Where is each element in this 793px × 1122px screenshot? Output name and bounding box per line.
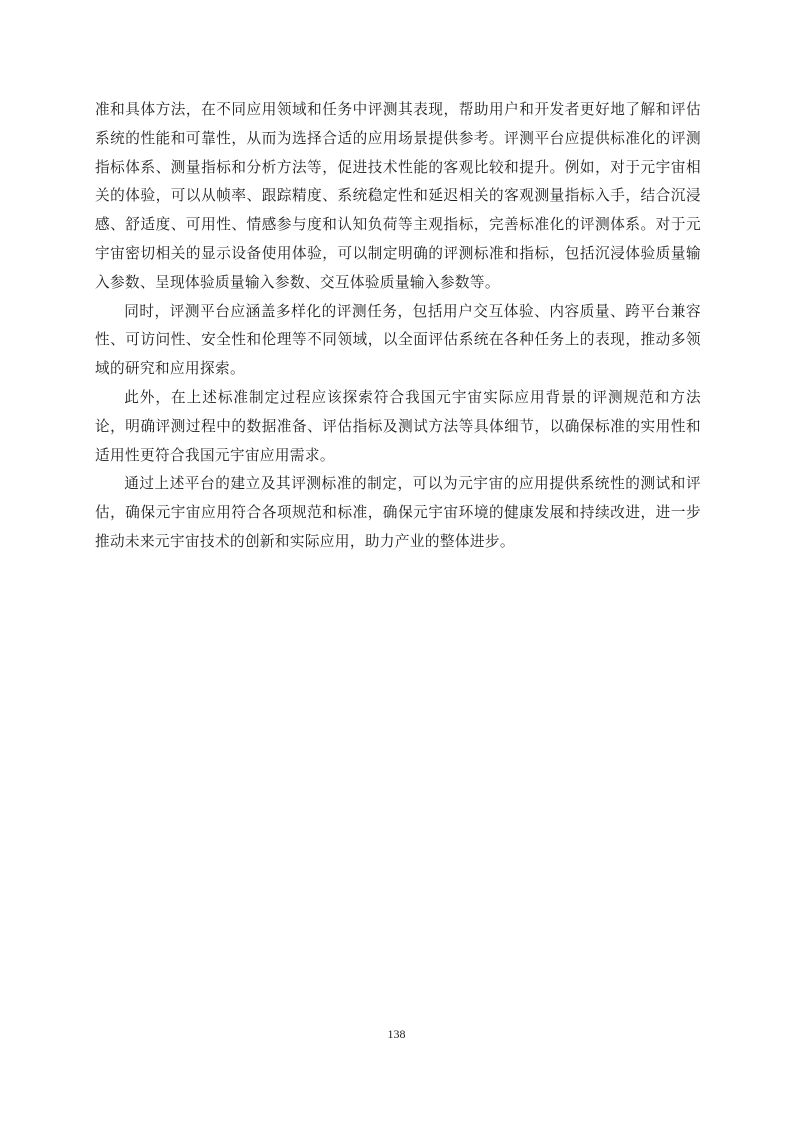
body-text: [95, 96, 701, 557]
paragraph-evaluation-tasks: 同时，评测平台应涵盖多样化的评测任务，包括用户交互体验、内容质量、跨平台兼容性、可访问性、安全性和伦理等不同领域，以全面评估系统在各种任务上的表现，推动多领域的研究和应用探索。: [95, 302, 701, 378]
paragraph-conclusion: 通过上述平台的建立及其评测标准的制定，可以为元宇宙的应用提供系统性的测试和评估，确保元宇宙应用符合各项规范和标准，确保元宇宙环境的健康发展和持续改进，进一步推动未来元宇宙技术的创新和实际应用，助力产业的整体进步。: [95, 475, 701, 550]
paragraph-methodology: 此外，在上述标准制定过程应该探索符合我国元宇宙实际应用背景的评测规范和方法论，明确评测过程中的数据准备、评估指标及测试方法等具体细节，以确保标准的实用性和适用性更符合我国元宇宙应用需求。: [95, 388, 701, 464]
page-number: 138: [387, 1027, 406, 1041]
paragraph-evaluation-standards: 准和具体方法，在不同应用领域和任务中评测其表现，帮助用户和开发者更好地了解和评估系统的性能和可靠性，从而为选择合适的应用场景提供参考。评测平台应提供标准化的评测指标体系、测量指标和分析方法等，促进技术性能的客观比较和提升。例如，对于元宇宙相关的体验，可以从帧率、跟踪精度、系统稳定性和延迟相关的客观测量指标入手，结合沉浸感、舒适度、可用性、情感参与度和认知负荷等主观指标，完善标准化的评测体系。对于元宇宙密切相关的显示设备使用体验，可以制定明确的评测标准和指标，包括沉浸体验质量输入参数、呈现体验质量输入参数、交互体验质量输入参数等。: [95, 101, 701, 291]
